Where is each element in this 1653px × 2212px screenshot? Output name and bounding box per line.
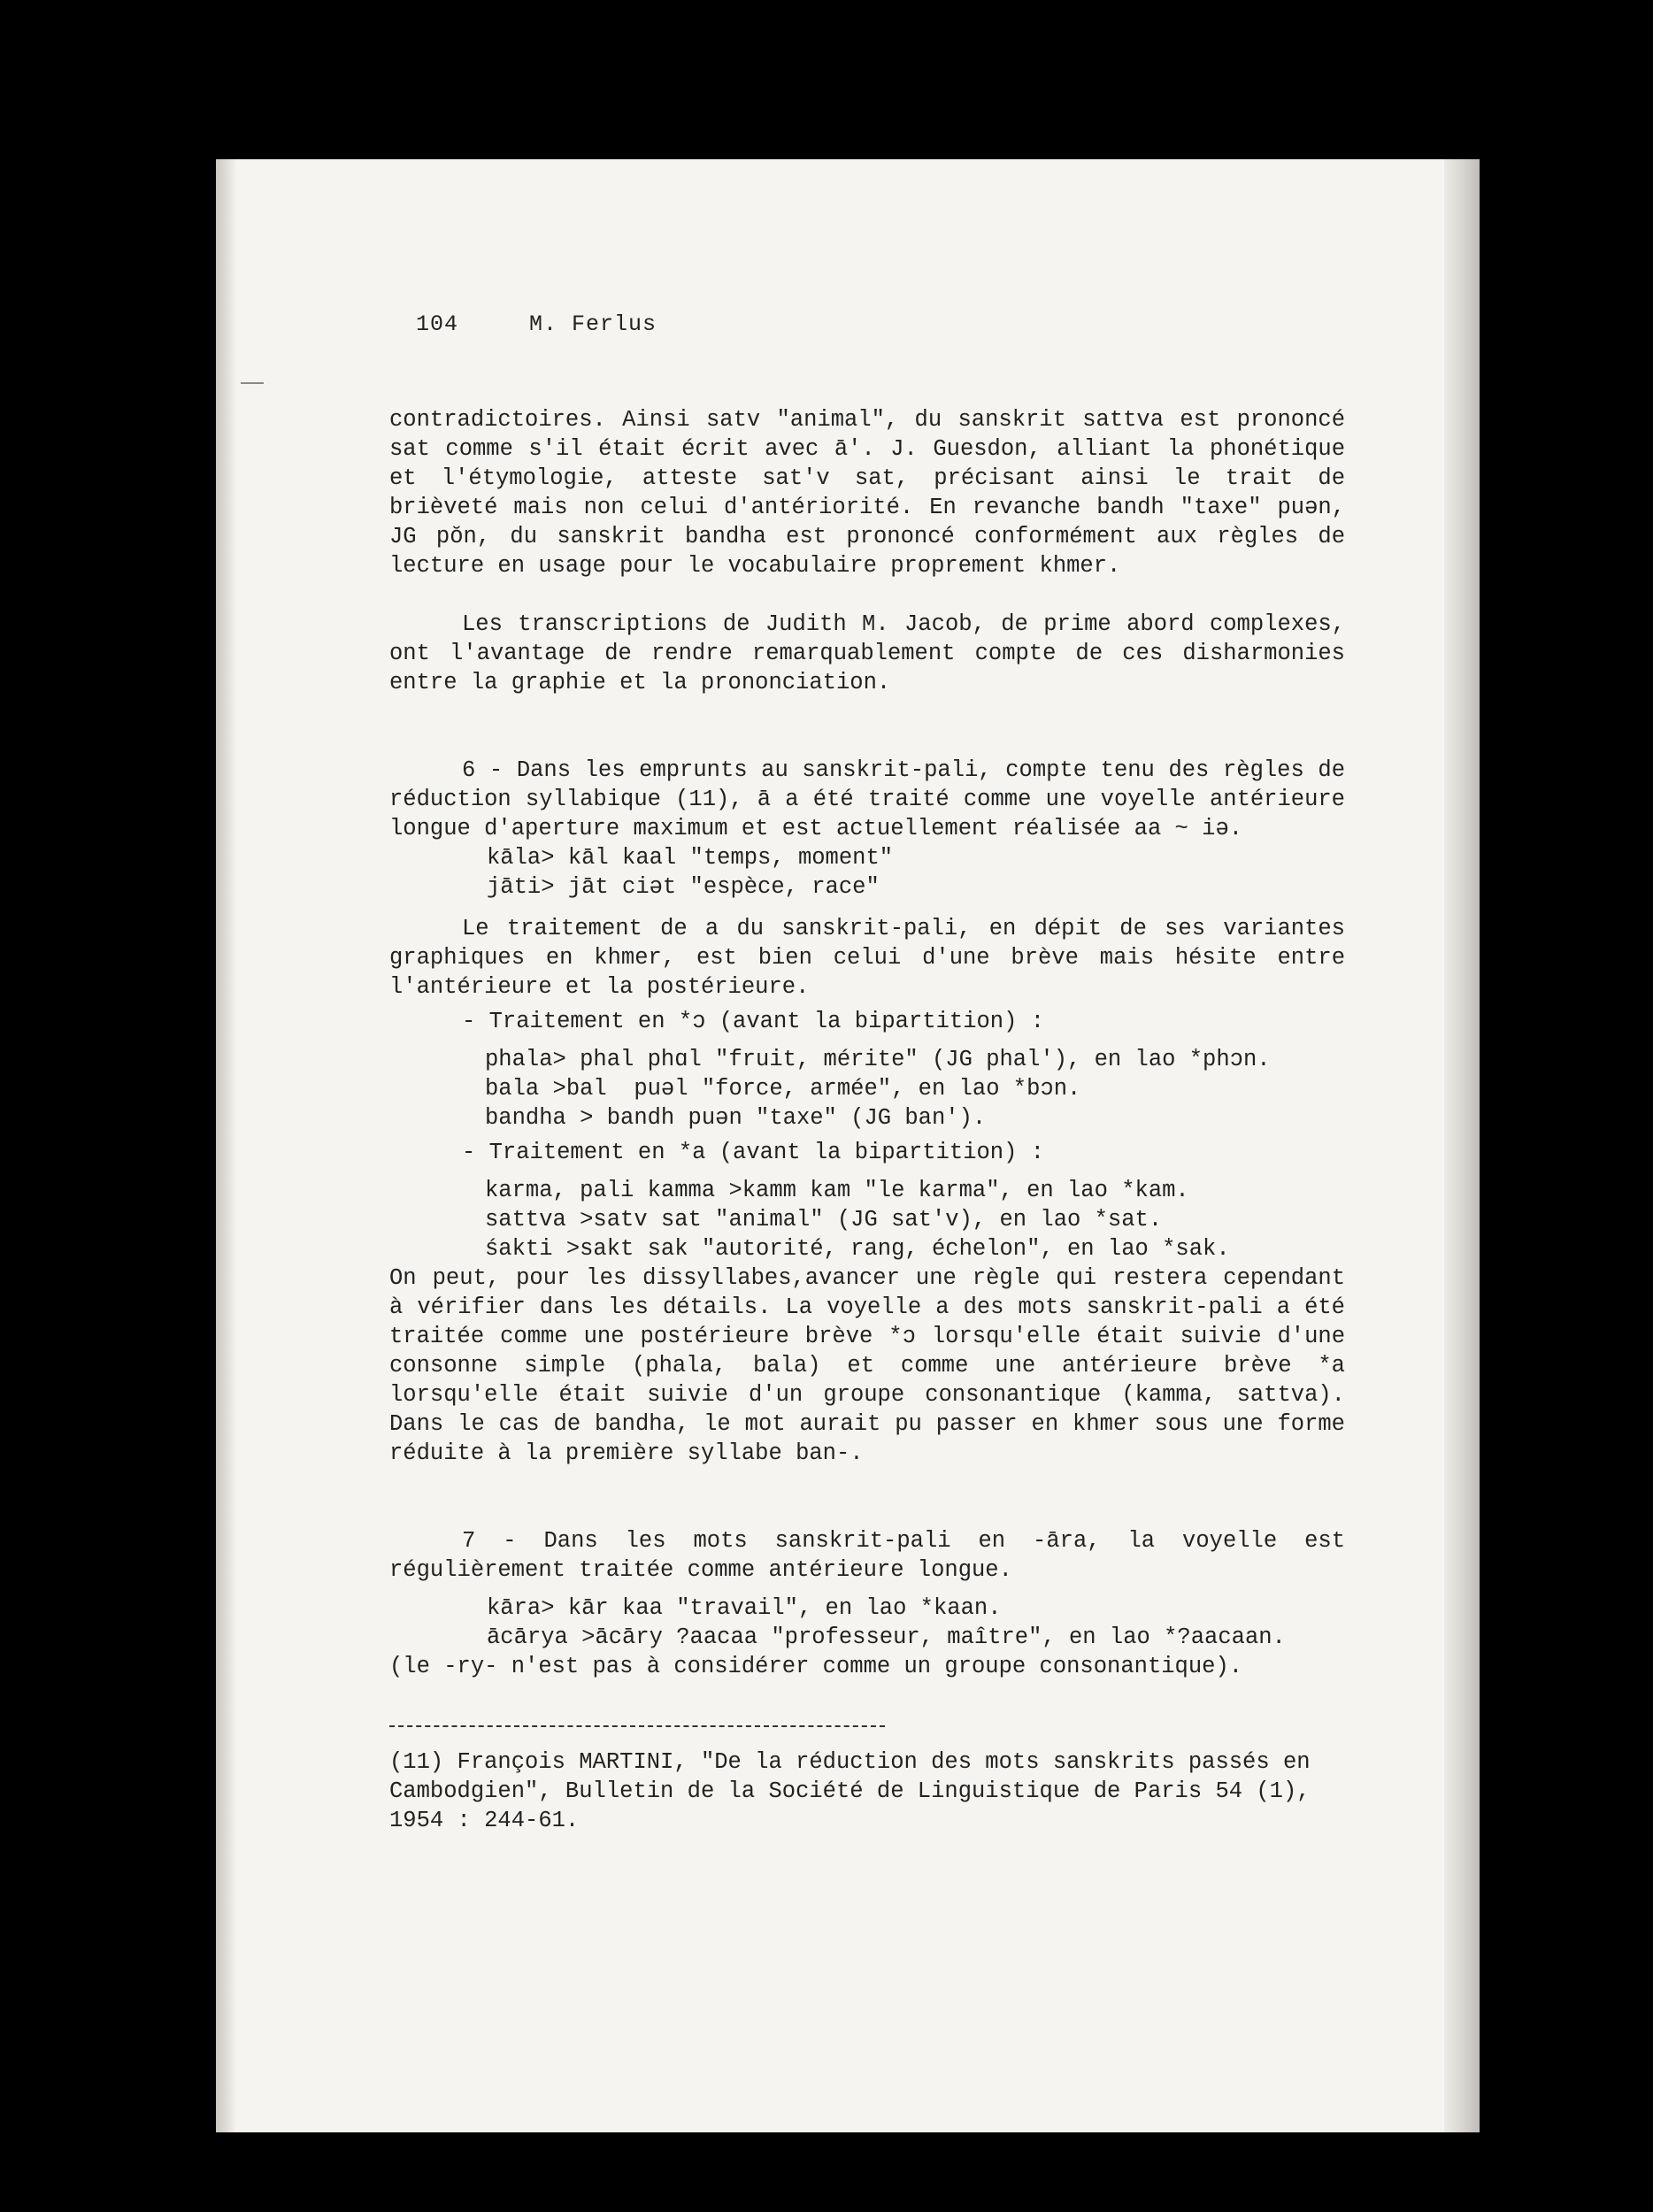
example-line: bandha > bandh puən "taxe" (JG ban').: [485, 1105, 987, 1131]
footnote: (11) François MARTINI, "De la réduction des mots sanskrits passés en Cambodgien", Bulletin de la Société de Linguistique de Paris 54 (1), 1954 : 244-61.: [389, 1749, 1311, 1833]
example-line: bala >bal puəl "force, armée", en lao *bɔn.: [485, 1076, 1081, 1102]
paragraph: contradictoires. Ainsi satv "animal", du sanskrit sattva est prononcé sat comme s'il était écrit avec ā'. J. Guesdon, alliant la phonétique et l'étymologie, atteste sat'v sat, précisant ainsi le trait de brièveté mais non celui d'antériorité. En revanche bandh "taxe" puən, JG pŏn, du sanskrit bandha est prononcé conformément aux règles de lecture en usage pour le vocabulaire proprement khmer.: [389, 407, 1345, 579]
example-line: sattva >satv sat "animal" (JG sat'v), en lao *sat.: [485, 1207, 1163, 1233]
example-line: kāra> kār kaa "travail", en lao *kaan.: [487, 1595, 1002, 1621]
treatment-heading: - Traitement en *ɔ (avant la bipartition) :: [462, 1009, 1045, 1034]
paragraph: Les transcriptions de Judith M. Jacob, de prime abord complexes, ont l'avantage de rendre remarquablement compte de ces disharmonies entre la graphie et la prononciation.: [389, 611, 1345, 695]
footnote-divider: [389, 1725, 885, 1727]
example-line: phala> phal phɑl "fruit, mérite" (JG phal'), en lao *phɔn.: [485, 1047, 1271, 1072]
running-header: [416, 311, 657, 337]
author-name: M. Ferlus: [529, 311, 657, 337]
paragraph-section-7: 7 - Dans les mots sanskrit-pali en -āra, la voyelle est régulièrement traitée comme antérieure longue.: [389, 1528, 1345, 1583]
page-edge: [1444, 159, 1480, 2132]
paragraph: On peut, pour les dissyllabes,avancer une règle qui restera cependant à vérifier dans les détails. La voyelle a des mots sanskrit-pali a été traitée comme une postérieure brève *ɔ lorsqu'elle était suivie d'une consonne simple (phala, bala) et comme une antérieure brève *a lorsqu'elle était suivie d'un groupe consonantique (kamma, sattva). Dans le cas de bandha, le mot aurait pu passer en khmer sous une forme réduite à la première syllabe ban-.: [389, 1265, 1345, 1466]
page-number: 104: [416, 311, 459, 337]
treatment-heading: - Traitement en *a (avant la bipartition) :: [462, 1140, 1045, 1165]
example-line: karma, pali kamma >kamm kam "le karma", en lao *kam.: [485, 1178, 1189, 1203]
example-line: jāti> jāt ciət "espèce, race": [487, 874, 880, 900]
spine-shadow: [216, 159, 235, 2132]
body-text: [389, 405, 1345, 1681]
paragraph-section-6: 6 - Dans les emprunts au sanskrit-pali, compte tenu des règles de réduction syllabique (11), ā a été traité comme une voyelle antérieure longue d'aperture maximum et est actuellement réalisée aa ~ iə.: [389, 757, 1345, 841]
example-line: śakti >sakt sak "autorité, rang, échelon", en lao *sak.: [485, 1236, 1230, 1262]
example-line: kāla> kāl kaal "temps, moment": [487, 845, 894, 871]
margin-mark: [241, 382, 264, 384]
example-line: ācārya >ācāry ?aacaa "professeur, maître", en lao *?aacaan.: [487, 1624, 1286, 1650]
paragraph: Le traitement de a du sanskrit-pali, en dépit de ses variantes graphiques en khmer, est bien celui d'une brève mais hésite entre l'antérieure et la postérieure.: [389, 916, 1345, 1000]
example-note: (le -ry- n'est pas à considérer comme un groupe consonantique).: [389, 1654, 1243, 1679]
